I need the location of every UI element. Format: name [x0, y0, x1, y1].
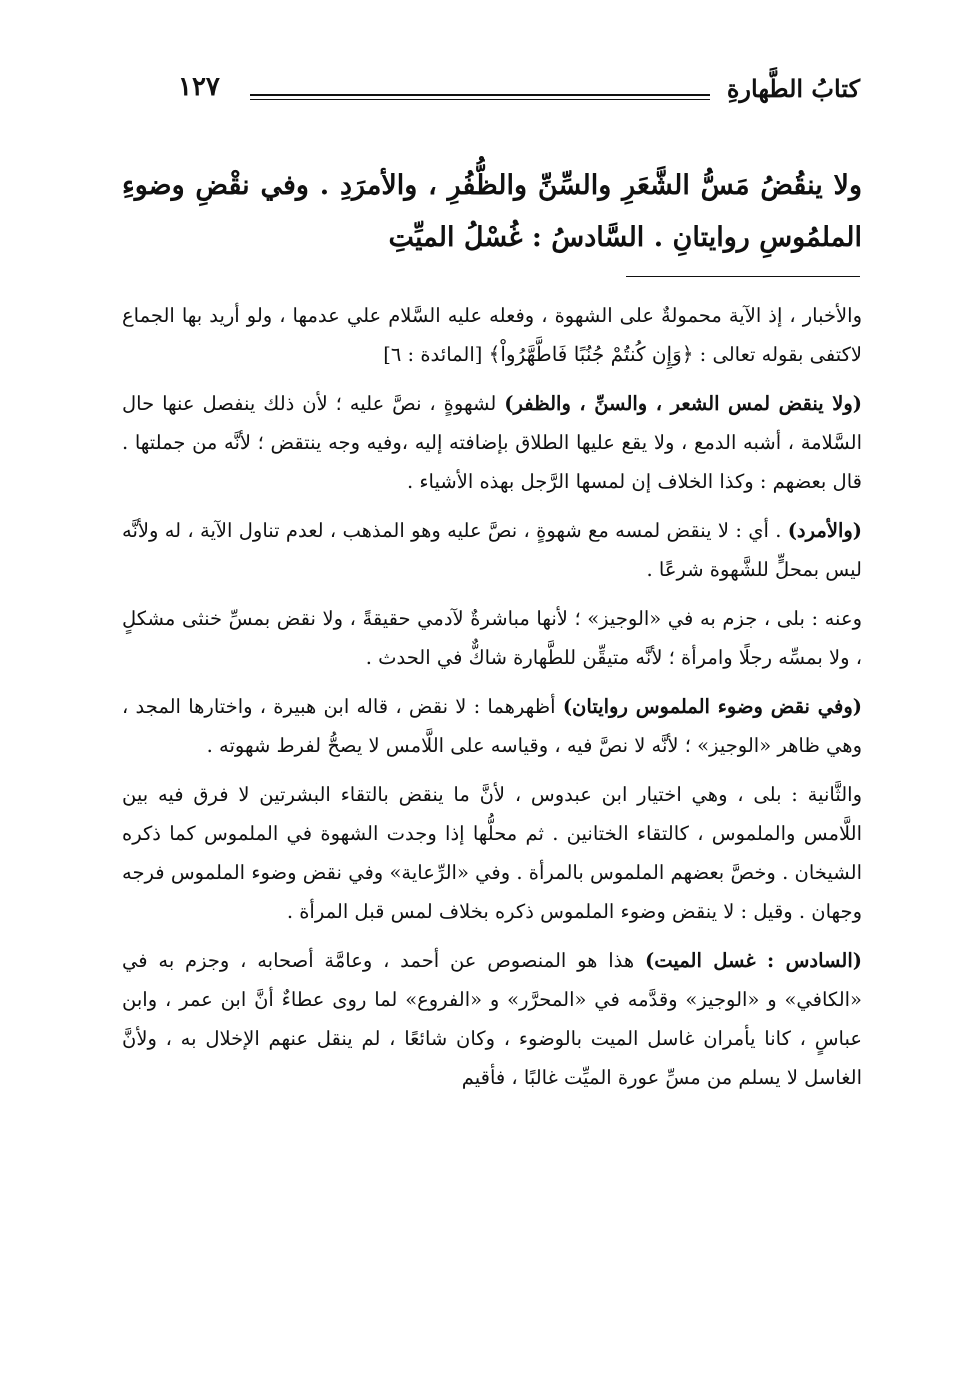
commentary-paragraph-2 — [122, 384, 862, 501]
commentary-paragraph-5 — [122, 687, 862, 765]
quran-verse: ﴿وَإِن كُنتُمْ جُنُبًا فَاطَّهَّرُواْ﴾ — [488, 342, 694, 366]
commentary-text: . أي : لا ينقض لمسه مع شهوةٍ ، نصَّ عليه وهو المذهب ، لعدم تناول الآية ، له ولأنَّه ليس بمحلٍّ للشَّهوة شرعًا . — [122, 519, 862, 581]
page-header — [130, 72, 860, 116]
matn-quote: (وفي نقض وضوء الملموس روايتان) — [562, 695, 862, 718]
page-number: ١٢٧ — [178, 72, 220, 102]
running-head: كتابُ الطَّهارةِ — [726, 74, 860, 103]
commentary-text: لشهوةٍ ، نصَّ عليه ؛ لأن ذلك ينفصل عنها حال السَّلامة ، أشبه الدمع ، ولا يقع عليها الطلاق بإضافته إليه ،وفيه وجه ينتقض ؛ لأنَّه من جملتها . قال بعضهم : وكذا الخلاف إن لمسها الرَّجل بهذه الأشياء . — [122, 392, 862, 493]
matn-paragraph: ولا ينقُضُ مَسُّ الشَّعَرِ والسِّنِّ والظُّفُرِ ، والأمرَدِ . وفي نقْضِ وضوءِ الملمُوسِ روايتانِ . السَّادسُ : غُسْلُ الميِّتِ — [122, 170, 862, 253]
commentary-text: والأخبار ، إذ الآية محمولةٌ على الشهوة ، وفعله عليه السَّلام علي عدمها ، ولو أريد بها الجماع لاكتفى بقوله تعالى : — [122, 304, 862, 366]
commentary-paragraph-4 — [122, 599, 862, 677]
matn-text-block — [122, 160, 862, 264]
matn-quote: (والأمرد) — [787, 519, 862, 542]
commentary-paragraph-1 — [122, 296, 862, 374]
footnote-separator — [626, 276, 860, 277]
commentary-text: وعنه : بلى ، جزم به في «الوجيز» ؛ لأنها مباشرةٌ لآدمي حقيقةً ، ولا نقض بمسِّ خنثى مشكلٍ ، ولا بمسِّه رجلًا وامرأة ؛ لأنَّه متيقِّن للطَّهارة شاكٌّ في الحدث . — [122, 607, 862, 669]
commentary-paragraph-3 — [122, 511, 862, 589]
commentary-block — [122, 296, 862, 1107]
matn-quote: (ولا ينقض لمس الشعر ، والسنِّ ، والظفر) — [504, 392, 862, 415]
commentary-text: هذا هو المنصوص عن أحمد ، وعامَّة أصحابه ، وجزم به في «الكافي» و «الوجيز» وقدَّمه في «المحرَّر» و «الفروع» لما روى عطاءٌ أنَّ ابن عمر ، وابن عباسٍ ، كانا يأمران غاسل الميت بالوضوء ، وكان شائعًا ، لم ينقل عنهم الإخلال به ، ولأنَّ الغاسل لا يسلم من مسِّ عورة الميِّت غالبًا ، فأقيم — [122, 949, 862, 1089]
verse-reference: [المائدة : ٦] — [383, 343, 489, 366]
commentary-paragraph-6 — [122, 775, 862, 931]
commentary-text: أظهرهما : لا نقض ، قاله ابن هبيرة ، واختارها المجد ، وهي ظاهر «الوجيز» ؛ لأنَّه لا نصَّ فيه ، وقياسه على اللَّامس لا يصحُّ لفرط شهوته . — [122, 695, 862, 757]
commentary-text: والثَّانية : بلى ، وهي اختيار ابن عبدوس ، لأنَّ ما ينقض بالتقاء البشرتين لا فرق فيه بين اللَّامس والملموس ، كالتقاء الختانين . ثم محلُّها إذا وجدت الشهوة في الملموس كما ذكره الشيخان . وخصَّ بعضهم الملموس بالمرأة . وفي «الرِّعاية» وفي نقض وضوء الملموس فرجه وجهان . وقيل : لا ينقض وضوء الملموس ذكره بخلاف لمس قبل المرأة . — [122, 783, 862, 923]
matn-quote: (السادس : غسل الميت) — [644, 949, 862, 972]
header-rule — [250, 94, 710, 96]
commentary-paragraph-7 — [122, 941, 862, 1097]
